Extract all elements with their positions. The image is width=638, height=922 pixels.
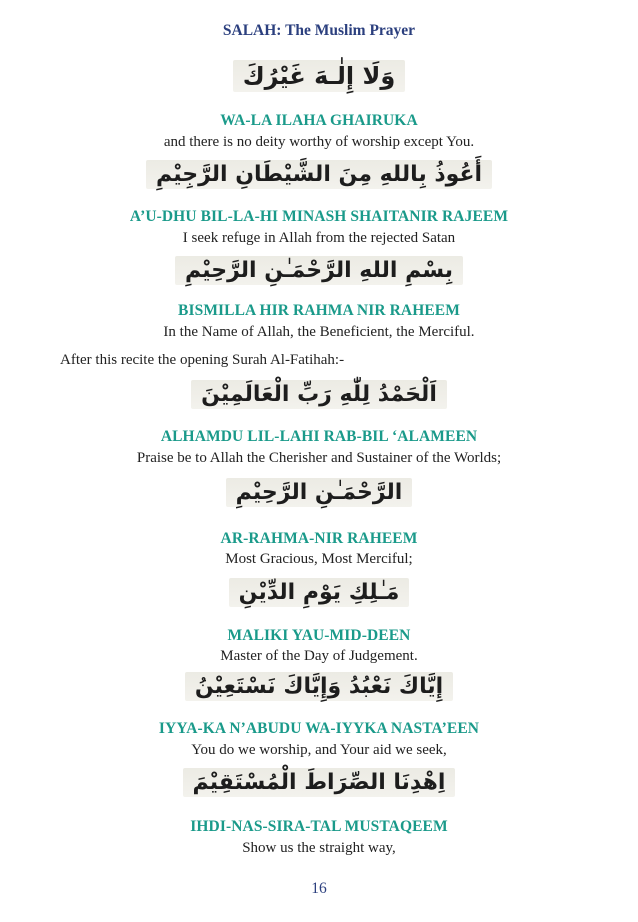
translation: Show us the straight way, xyxy=(242,840,396,856)
arabic-verse: الرَّحْمَـٰنِ الرَّحِيْمِ xyxy=(0,478,638,507)
translation: You do we worship, and Your aid we seek, xyxy=(191,742,447,758)
translation: I seek refuge in Allah from the rejected Satan xyxy=(182,230,456,246)
arabic-verse: وَلَا إِلٰـهَ غَيْرُكَ xyxy=(0,60,638,92)
transliteration: ALHAMDU LIL-LAHI RAB-BIL ‘ALAMEEN xyxy=(160,428,478,445)
transliteration: A’U-DHU BIL-LA-HI MINASH SHAITANIR RAJEEM xyxy=(129,208,509,225)
arabic-verse: مَـٰلِكِ يَوْمِ الدِّيْنِ xyxy=(0,578,638,607)
transliteration: MALIKI YAU-MID-DEEN xyxy=(227,627,411,644)
translation: Praise be to Allah the Cherisher and Sustainer of the Worlds; xyxy=(136,450,502,466)
arabic-verse: إِيَّاكَ نَعْبُدُ وَإِيَّاكَ نَسْتَعِيْنُ xyxy=(0,672,638,701)
arabic-verse: اَلْحَمْدُ لِلّٰهِ رَبِّ الْعَالَمِيْنَ xyxy=(0,380,638,409)
arabic-verse: أَعُوذُ بِاللهِ مِنَ الشَّيْطَانِ الرَّجِيْمِ xyxy=(0,160,638,189)
transliteration: WA-LA ILAHA GHAIRUKA xyxy=(220,112,418,129)
translation: In the Name of Allah, the Beneficient, the Merciful. xyxy=(163,324,475,340)
arabic-verse: اِهْدِنَا الصِّرَاطَ الْمُسْتَقِيْمَ xyxy=(0,768,638,797)
arabic-verse: بِسْمِ اللهِ الرَّحْمَـٰنِ الرَّحِيْمِ xyxy=(0,256,638,285)
page-number: 16 xyxy=(311,880,327,897)
translation: Master of the Day of Judgement. xyxy=(220,648,418,664)
translation: Most Gracious, Most Merciful; xyxy=(225,551,413,567)
transliteration: AR-RAHMA-NIR RAHEEM xyxy=(220,530,418,547)
transliteration: IHDI-NAS-SIRA-TAL MUSTAQEEM xyxy=(190,818,448,835)
translation: and there is no deity worthy of worship except You. xyxy=(163,134,475,150)
transliteration: BISMILLA HIR RAHMA NIR RAHEEM xyxy=(178,302,460,319)
transliteration: IYYA-KA N’ABUDU WA-IYYKA NASTA’EEN xyxy=(158,720,480,737)
page-title: SALAH: The Muslim Prayer xyxy=(222,22,416,39)
intro-text: After this recite the opening Surah Al-Fatihah:- xyxy=(60,352,345,368)
